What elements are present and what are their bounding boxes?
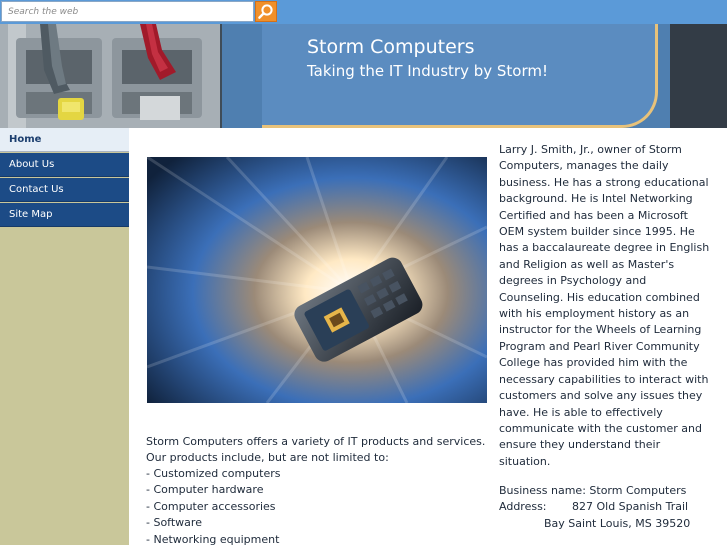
address-line2: Bay Saint Louis, MS 39520	[544, 516, 691, 530]
product-list	[146, 466, 280, 545]
search-button[interactable]	[255, 1, 277, 22]
network-cables-image	[0, 24, 220, 128]
nav-item-label: Home	[9, 134, 42, 145]
header-dark-strip	[670, 24, 727, 128]
site-tagline: Taking the IT Industry by Storm!	[307, 62, 549, 80]
nav-item-home[interactable]	[0, 128, 129, 152]
nav-item-contact-us[interactable]	[0, 178, 129, 202]
list-item: - Software	[146, 516, 202, 530]
search-input[interactable]	[1, 1, 254, 22]
address-row	[499, 499, 719, 515]
business-info	[499, 483, 719, 532]
address-label: Address:	[499, 500, 547, 514]
list-item: - Customized computers	[146, 467, 281, 480]
address-line1: 827 Old Spanish Trail	[572, 500, 689, 514]
list-item: - Networking equipment	[146, 532, 280, 545]
nav-item-label: Contact Us	[9, 184, 64, 195]
nav-item-label: Site Map	[9, 209, 53, 220]
sidebar	[0, 128, 129, 545]
header-banner	[0, 24, 727, 128]
business-name: Business name: Storm Computers	[499, 484, 687, 497]
top-search-bar	[0, 0, 727, 24]
nav-item-about-us[interactable]	[0, 153, 129, 177]
nav-item-label: About Us	[9, 159, 55, 170]
site-title: Storm Computers	[307, 36, 475, 58]
nav-item-site-map[interactable]	[0, 203, 129, 227]
owner-bio: Larry J. Smith, Jr., owner of Storm Computers, manages the daily business. He has a strong educational background. He is Intel Networking Certified and has been a Microsoft OEM system builder since 1995. He has a baccalaureate degree in English and Religion as well as Master's degrees in Psychology and Counseling. His education combined with his employment history as an instructor for the Wheels of Learning Program and Pearl River Community College has provided him with the necessary capabilities to interact with customers and solve any issues they have. He is able to effectively communicate with the customer and ensure they understand their situation.	[499, 143, 710, 468]
list-item: - Computer accessories	[146, 499, 276, 513]
products-intro: Storm Computers offers a variety of IT products and services. Our products include, but are not limited to:	[146, 435, 486, 465]
search-icon	[256, 2, 276, 21]
list-item: - Computer hardware	[146, 483, 264, 497]
mobile-phone-image	[147, 157, 487, 403]
